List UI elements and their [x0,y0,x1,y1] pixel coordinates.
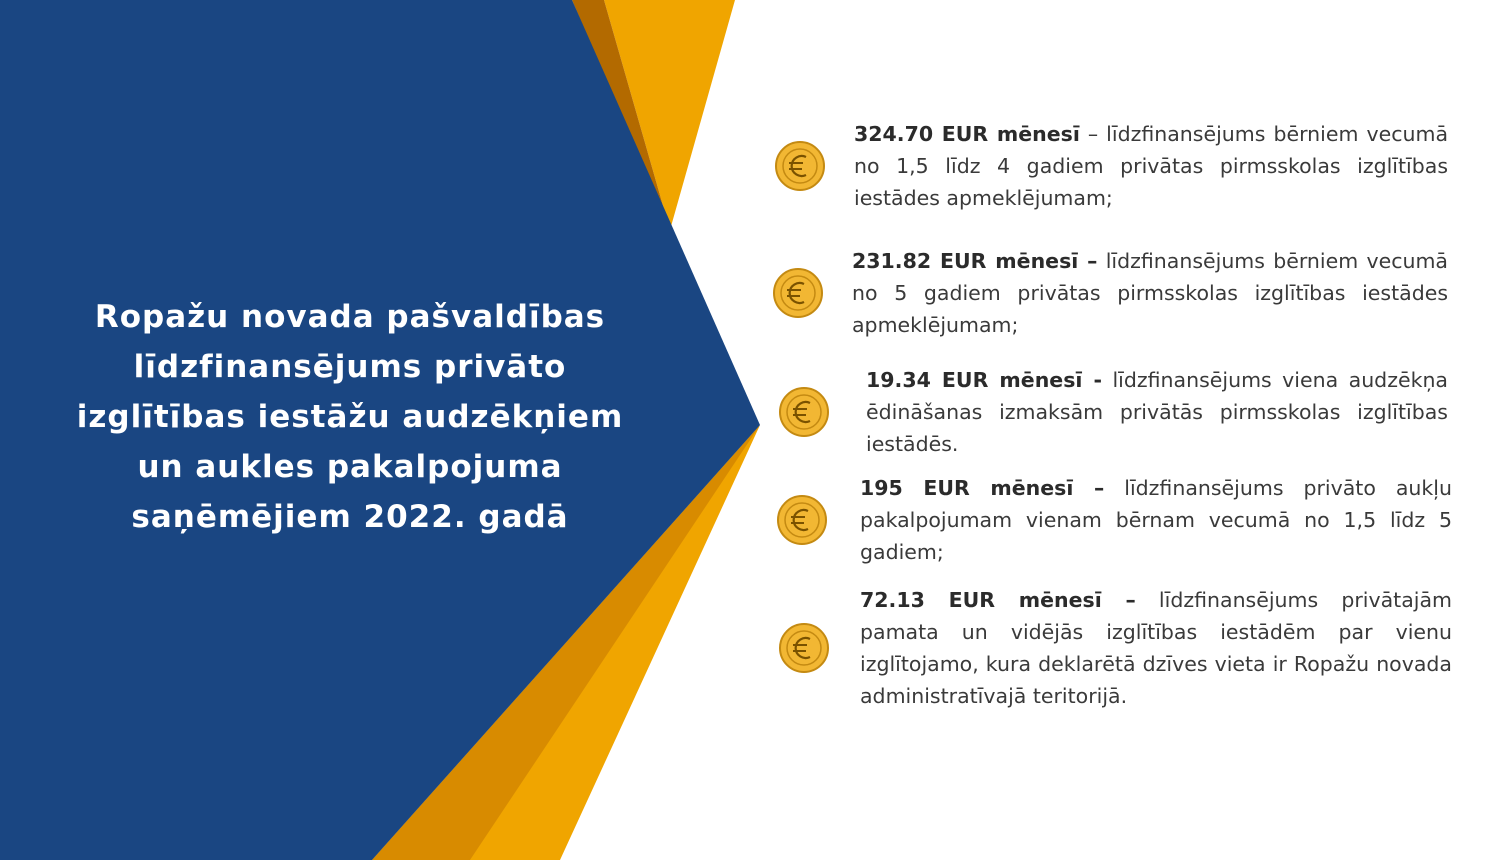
item-amount: 195 EUR mēnesī – [860,476,1105,500]
euro-coin-icon [778,386,830,438]
title-line: saņēmējiem 2022. gadā [131,499,569,535]
list-item [774,118,1448,214]
item-description: līdzfinansējums viena audzēkņa ēdināšanas izmaksām privātās pirmsskolas izglītības iestādēs. [866,368,1448,456]
item-text [860,584,1452,712]
euro-coin-icon [774,140,826,192]
item-text [866,364,1448,460]
item-description: līdzfinansējums privāto aukļu pakalpojumam vienam bērnam vecumā no 1,5 līdz 5 gadiem; [860,476,1452,564]
item-amount: 231.82 EUR mēnesī – [852,249,1098,273]
title-line: Ropažu novada pašvaldības [94,299,606,335]
item-amount: 19.34 EUR mēnesī - [866,368,1103,392]
list-item [778,364,1448,460]
item-description: līdzfinansējums privātajām pamata un vidējās izglītības iestādēm par vienu izglītojamo, kura deklarētā dzīves vieta ir Ropažu novada administratīvajā teritorijā. [860,588,1452,708]
title-line: un aukles pakalpojuma [137,449,563,485]
list-item [772,245,1448,341]
item-amount: 72.13 EUR mēnesī – [860,588,1136,612]
item-text [854,118,1448,214]
title-line: izglītības iestāžu audzēkņiem [76,399,624,435]
item-text [860,472,1452,568]
item-amount: 324.70 EUR mēnesī [854,122,1080,146]
list-item [778,584,1452,712]
euro-coin-icon [772,267,824,319]
list-item [776,472,1452,568]
item-description: līdzfinansējums bērniem vecumā no 5 gadiem privātas pirmsskolas izglītības iestādes apmeklējumam; [852,249,1448,337]
page-title [40,292,660,542]
title-line: līdzfinansējums privāto [133,349,567,385]
euro-coin-icon [776,494,828,546]
item-description: – līdzfinansējums bērniem vecumā no 1,5 līdz 4 gadiem privātas pirmsskolas izglītības iestādes apmeklējumam; [854,122,1449,210]
item-text [852,245,1448,341]
euro-coin-icon [778,622,830,674]
